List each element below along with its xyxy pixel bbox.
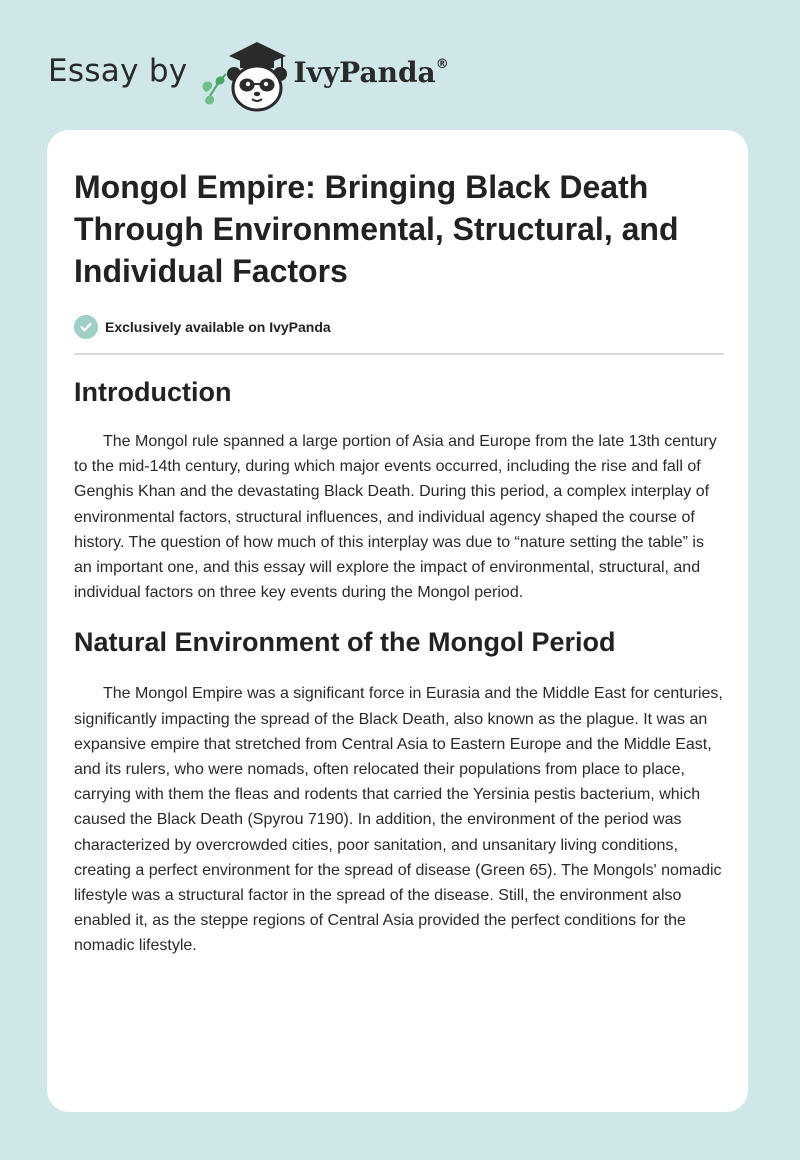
brand-prefix: Essay by — [48, 53, 188, 89]
brand-header — [48, 34, 449, 114]
section-paragraph-introduction: The Mongol rule spanned a large portion of Asia and Europe from the late 13th century to the mid-14th century, during which major events occurred, including the rise and fall of Genghis Khan and the devastating Black Death. During this period, a complex interplay of environmental factors, structural influences, and individual agency shaped the course of history. The question of how much of this interplay was due to “nature setting the table” is an important one, and this essay will explore the impact of environmental, structural, and individual factors on three key events during the Mongol period. — [74, 433, 717, 602]
exclusive-badge — [74, 314, 724, 340]
section-introduction — [74, 375, 724, 605]
registered-mark: ® — [435, 56, 449, 72]
brand-name-text: IvyPanda — [293, 55, 436, 89]
check-circle-icon — [74, 315, 98, 339]
panda-graduate-icon — [196, 34, 306, 114]
essay-card — [47, 130, 748, 1112]
section-natural-environment — [74, 625, 724, 958]
essay-title: Mongol Empire: Bringing Black Death Through Environmental, Structural, and Individual Factors — [74, 169, 679, 289]
exclusive-label: Exclusively available on IvyPanda — [105, 319, 331, 335]
section-heading-introduction: Introduction — [74, 377, 232, 407]
section-paragraph-natural-environment: The Mongol Empire was a significant force in Eurasia and the Middle East for centuries, significantly impacting the spread of the Black Death, also known as the plague. It was an expansive empire that stretched from Central Asia to Eastern Europe and the Middle East, and its rulers, who were nomads, often relocated their populations from place to place, carrying with them the fleas and rodents that carried the Yersinia pestis bacterium, which caused the Black Death (Spyrou 7190). In addition, the environment of the period was characterized by overcrowded cities, poor sanitation, and unsanitary living conditions, creating a perfect environment for the spread of disease (Green 65). The Mongols' nomadic lifestyle was a structural factor in the spread of the disease. Still, the environment also enabled it, as the steppe regions of Central Asia provided the perfect conditions for the nomadic lifestyle. — [74, 685, 723, 955]
brand-name — [294, 56, 449, 89]
title-divider — [74, 353, 724, 355]
essay-content — [74, 166, 724, 959]
section-heading-natural-environment: Natural Environment of the Mongol Period — [74, 627, 616, 658]
